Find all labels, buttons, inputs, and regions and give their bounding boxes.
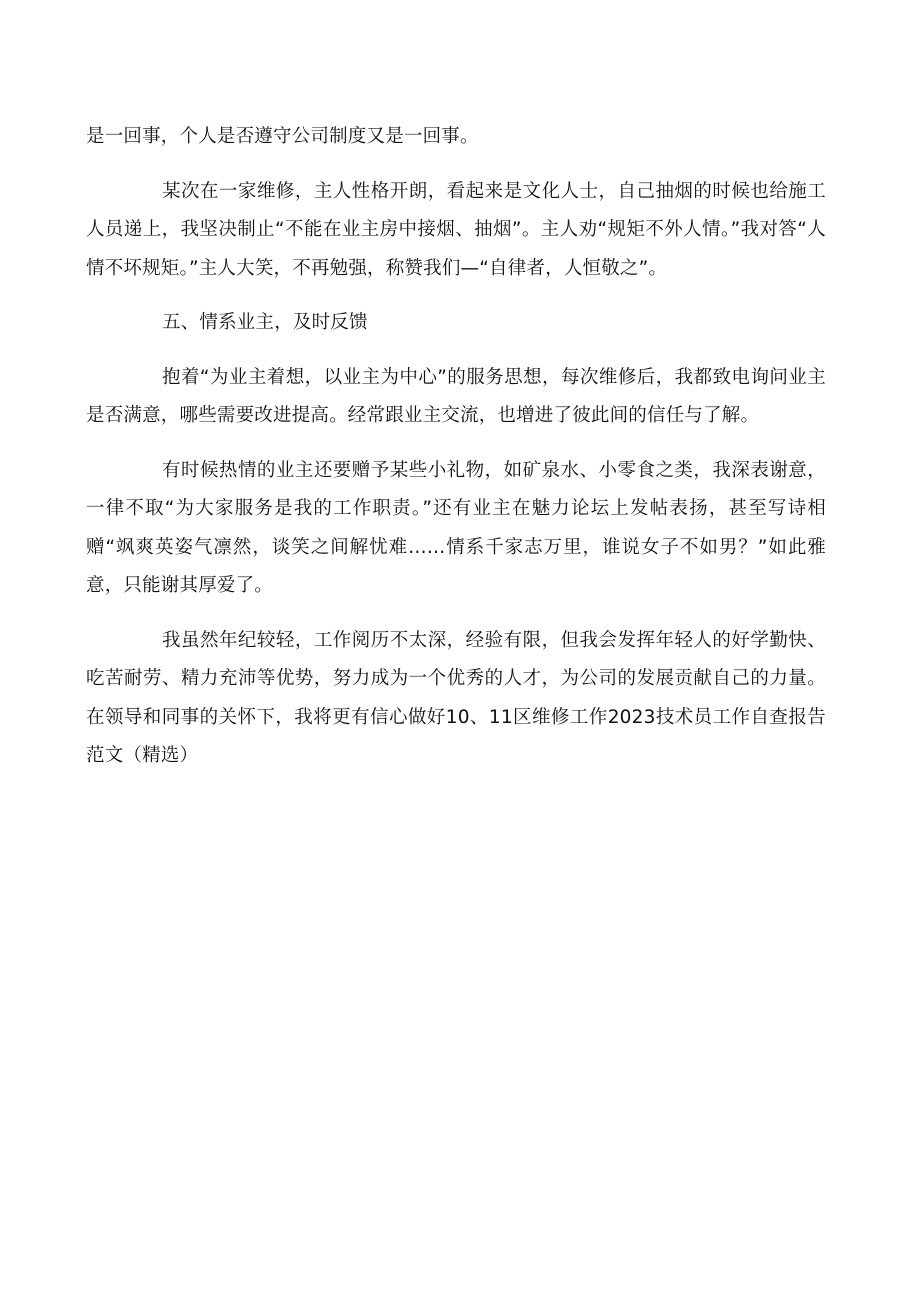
paragraph-gifts: 有时候热情的业主还要赠予某些小礼物，如矿泉水、小零食之类，我深表谢意，一律不取“为大家服务是我的工作职责。”还有业主在魅力论坛上发帖表扬，甚至写诗相赠“飒爽英姿气凛然，谈笑之间解忧难……情系千家志万里，谁说女子不如男？”如此雅意，只能谢其厚爱了。 [86, 459, 826, 596]
section-heading-five: 五、情系业主，及时反馈 [162, 312, 368, 333]
paragraph-continuation: 是一回事，个人是否遵守公司制度又是一回事。 [86, 126, 479, 147]
paragraph-feedback: 抱着“为业主着想，以业主为中心”的服务思想，每次维修后，我都致电询问业主是否满意，哪些需要改进提高。经常跟业主交流，也增进了彼此间的信任与了解。 [86, 366, 826, 426]
paragraph-conclusion: 我虽然年纪较轻，工作阅历不太深，经验有限，但我会发挥年轻人的好学勤快、吃苦耐劳、精力充沛等优势，努力成为一个优秀的人才，为公司的发展贡献自己的力量。在领导和同事的关怀下，我将更有信心做好10、11区维修工作2023技术员工作自查报告范文（精选） [86, 629, 826, 766]
document-body [86, 118, 826, 776]
paragraph-smoking-anecdote: 某次在一家维修，主人性格开朗，看起来是文化人士，自己抽烟的时候也给施工人员递上，我坚决制止“不能在业主房中接烟、抽烟”。主人劝“规矩不外人情。”我对答“人情不坏规矩。”主人大笑，不再勉强，称赞我们—“自律者，人恒敬之”。 [86, 180, 826, 279]
